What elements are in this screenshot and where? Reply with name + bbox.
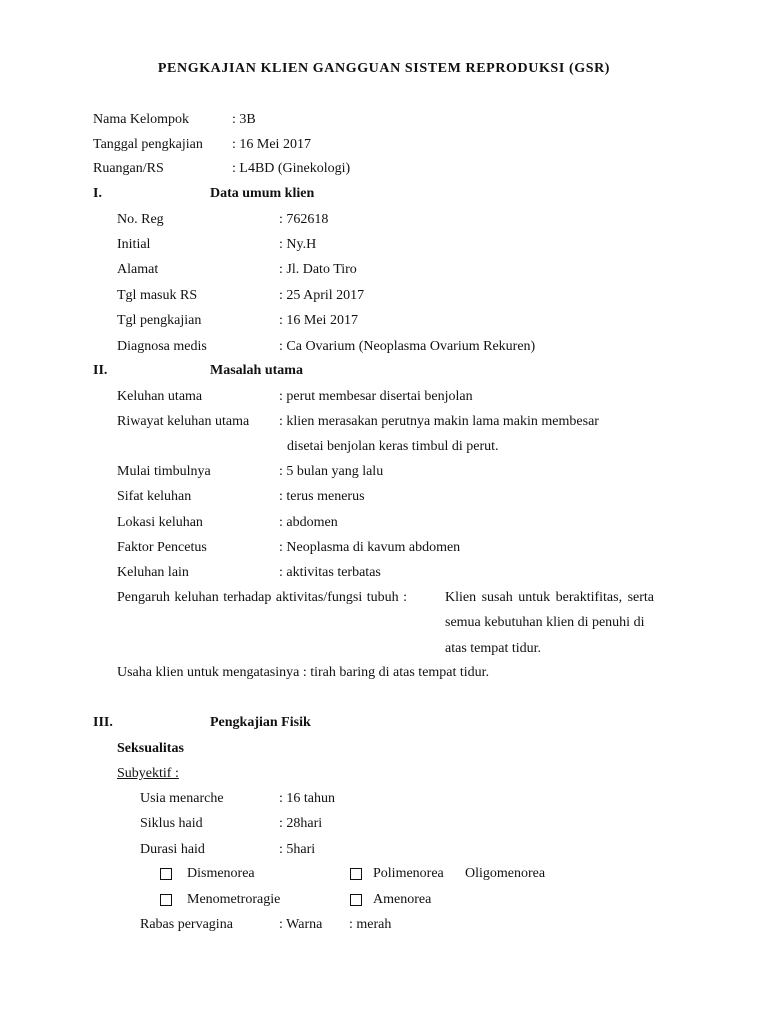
value-faktor-pencetus: : Neoplasma di kavum abdomen — [279, 540, 461, 555]
value-nama-kelompok: : 3B — [232, 112, 256, 127]
value-tgl-masuk: : 25 April 2017 — [279, 288, 365, 303]
value-pengaruh-keluhan: Klien susah untuk beraktifitas, serta — [445, 590, 655, 605]
label-initial: Initial — [117, 237, 151, 252]
label-amenorea: Amenorea — [373, 892, 432, 907]
value-rabas-warna: : merah — [349, 917, 392, 932]
label-keluhan-utama: Keluhan utama — [117, 389, 203, 404]
page-title: PENGKAJIAN KLIEN GANGGUAN SISTEM REPRODUKSI (GSR) — [157, 61, 611, 76]
label-usia-menarche: Usia menarche — [140, 791, 224, 806]
label-durasi-haid: Durasi haid — [140, 842, 205, 857]
label-rabas-warna: : Warna — [279, 917, 323, 932]
value-alamat: : Jl. Dato Tiro — [279, 262, 357, 277]
label-rabas-pervagina: Rabas pervagina — [140, 917, 233, 932]
value-ruangan: : L4BD (Ginekologi) — [232, 161, 351, 176]
value-initial: : Ny.H — [279, 237, 317, 252]
label-riwayat-keluhan: Riwayat keluhan utama — [117, 414, 250, 429]
checkbox-menometroragie[interactable] — [160, 894, 172, 906]
section-3-number: III. — [93, 715, 113, 730]
label-no-reg: No. Reg — [117, 212, 164, 227]
label-menometroragie: Menometroragie — [187, 892, 281, 907]
value-no-reg: : 762618 — [279, 212, 329, 227]
label-dismenorea: Dismenorea — [187, 866, 255, 881]
label-faktor-pencetus: Faktor Pencetus — [117, 540, 207, 555]
subheading-seksualitas: Seksualitas — [117, 741, 184, 756]
value-lokasi-keluhan: : abdomen — [279, 515, 338, 530]
label-mulai-timbulnya: Mulai timbulnya — [117, 464, 211, 479]
value-pengaruh-keluhan-cont-1: semua kebutuhan klien di penuhi di — [445, 615, 645, 630]
value-sifat-keluhan: : terus menerus — [279, 489, 365, 504]
section-1-number: I. — [93, 186, 102, 201]
value-siklus-haid: : 28hari — [279, 816, 323, 831]
label-tanggal-pengkajian: Tanggal pengkajian — [93, 137, 203, 152]
label-diagnosa: Diagnosa medis — [117, 339, 207, 354]
label-keluhan-lain: Keluhan lain — [117, 565, 189, 580]
section-3-heading: Pengkajian Fisik — [210, 715, 311, 730]
label-oligomenorea: Oligomenorea — [465, 866, 546, 881]
value-riwayat-keluhan-cont: disetai benjolan keras timbul di perut. — [287, 439, 499, 454]
value-keluhan-lain: : aktivitas terbatas — [279, 565, 381, 580]
label-sifat-keluhan: Sifat keluhan — [117, 489, 192, 504]
value-diagnosa: : Ca Ovarium (Neoplasma Ovarium Rekuren) — [279, 339, 536, 354]
checkbox-dismenorea[interactable] — [160, 868, 172, 880]
label-lokasi-keluhan: Lokasi keluhan — [117, 515, 203, 530]
checkbox-polimenorea[interactable] — [350, 868, 362, 880]
value-keluhan-utama: : perut membesar disertai benjolan — [279, 389, 473, 404]
value-pengaruh-keluhan-cont-2: atas tempat tidur. — [445, 641, 542, 656]
label-tgl-pengkajian: Tgl pengkajian — [117, 313, 202, 328]
value-tgl-pengkajian: : 16 Mei 2017 — [279, 313, 358, 328]
subheading-subyektif: Subyektif : — [117, 766, 179, 781]
checkbox-amenorea[interactable] — [350, 894, 362, 906]
label-polimenorea: Polimenorea — [373, 866, 444, 881]
label-siklus-haid: Siklus haid — [140, 816, 203, 831]
section-2-heading: Masalah utama — [210, 363, 303, 378]
value-riwayat-keluhan: : klien merasakan perutnya makin lama makin membesar — [279, 414, 599, 429]
section-2-number: II. — [93, 363, 108, 378]
value-mulai-timbulnya: : 5 bulan yang lalu — [279, 464, 384, 479]
section-1-heading: Data umum klien — [210, 186, 315, 201]
label-alamat: Alamat — [117, 262, 159, 277]
value-tanggal-pengkajian: : 16 Mei 2017 — [232, 137, 311, 152]
value-durasi-haid: : 5hari — [279, 842, 316, 857]
label-tgl-masuk: Tgl masuk RS — [117, 288, 198, 303]
usaha-klien: Usaha klien untuk mengatasinya : tirah baring di atas tempat tidur. — [117, 665, 490, 680]
value-usia-menarche: : 16 tahun — [279, 791, 335, 806]
label-nama-kelompok: Nama Kelompok — [93, 112, 190, 127]
label-pengaruh-keluhan: Pengaruh keluhan terhadap aktivitas/fungsi tubuh : — [117, 590, 407, 605]
label-ruangan: Ruangan/RS — [93, 161, 164, 176]
